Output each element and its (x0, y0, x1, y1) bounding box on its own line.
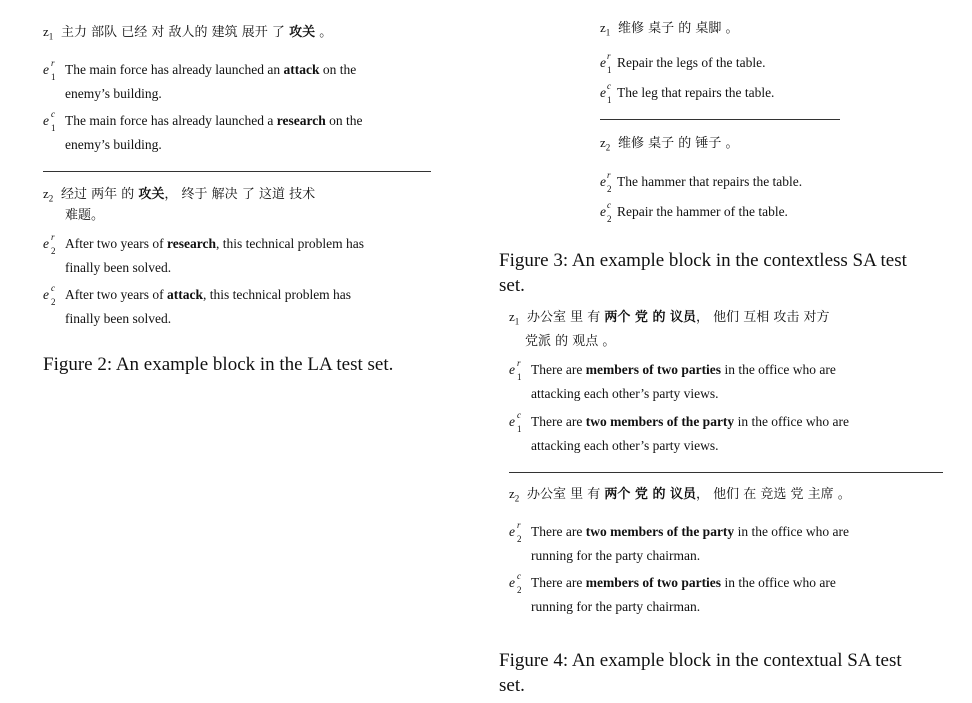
fig2-e1r-line2: enemy’s building. (65, 86, 162, 101)
fig4-e1r: e r 1 There are members of two parties in the office who are (509, 358, 836, 382)
e1c-label: e c 1 (43, 109, 56, 133)
divider (600, 119, 840, 120)
divider (43, 171, 431, 172)
z1-label: $z_1$ (43, 24, 54, 42)
fig4-z1-line: $z_1$ 办公室 里 有 两个 党 的 议员， 他们 互相 攻击 对方 (509, 305, 830, 334)
fig2-e2r-line2: finally been solved. (65, 260, 172, 275)
e1r-label: e r 1 (509, 358, 522, 382)
z2-label: $z_2$ (600, 135, 611, 153)
fig3-e1c: e c 1 The leg that repairs the table. (600, 81, 775, 105)
fig4-e2r-line2: running for the party chairman. (531, 548, 701, 563)
fig4-e2c-line2: running for the party chairman. (531, 599, 701, 614)
fig4-e2c: e c 2 There are members of two parties in the office who are (509, 571, 836, 595)
e2r-label: e r 2 (43, 232, 56, 256)
e2c-label: e c 2 (43, 283, 56, 307)
fig3-e1r: e r 1 Repair the legs of the table. (600, 51, 766, 75)
fig4-e1r-line2: attacking each other’s party views. (531, 386, 719, 401)
fig2-z1-line: $z_1$ 主力 部队 已经 对 敌人的 建筑 展开 了 攻关 。 (43, 20, 332, 49)
e2r-label: e r 2 (509, 520, 522, 544)
e1r-label: e r 1 (600, 51, 612, 75)
fig3-e2c: e c 2 Repair the hammer of the table. (600, 200, 788, 224)
fig2-z2-line2: 难题。 (65, 208, 105, 223)
fig2-e2c: e c 2 After two years of attack, this technical problem has (43, 283, 352, 307)
z2-label: $z_2$ (509, 486, 520, 504)
z2-label: $z_2$ (43, 186, 54, 204)
e2r-label: e r 2 (600, 170, 612, 194)
fig4-e1c-line2: attacking each other’s party views. (531, 438, 719, 453)
z1-label: $z_1$ (509, 309, 520, 327)
z1-label: $z_1$ (600, 20, 611, 38)
fig4-z2-line: $z_2$ 办公室 里 有 两个 党 的 议员， 他们 在 竞选 党 主席 。 (509, 482, 851, 511)
divider (509, 472, 943, 473)
figure-2-caption: Figure 2: An example block in the LA test set. (43, 354, 394, 375)
fig3-z1-line: $z_1$ 维修 桌子 的 桌脚 。 (600, 16, 739, 45)
fig3-z2-line: $z_2$ 维修 桌子 的 锤子 。 (600, 131, 739, 160)
e2c-label: e c 2 (509, 571, 522, 595)
figure-3-caption-line2: set. (499, 275, 525, 296)
figure-4-caption: Figure 4: An example block in the contextual SA test (499, 650, 902, 671)
figure-4-caption-line2: set. (499, 675, 525, 696)
e1c-label: e c 1 (509, 410, 522, 434)
e1c-label: e c 1 (600, 81, 612, 105)
e2c-label: e c 2 (600, 200, 612, 224)
e1r-label: e r 1 (43, 58, 56, 82)
fig3-e2r: e r 2 The hammer that repairs the table. (600, 170, 803, 194)
fig2-e1r: e r 1 The main force has already launched an attack on the (43, 58, 357, 82)
fig4-z1-line2: 党派 的 观点 。 (525, 334, 616, 349)
fig4-e1c: e c 1 There are two members of the party in the office who are (509, 410, 850, 434)
fig2-e1c-line2: enemy’s building. (65, 137, 162, 152)
fig2-e1c: e c 1 The main force has already launched a research on the (43, 109, 363, 133)
fig4-e2r: e r 2 There are two members of the party in the office who are (509, 520, 850, 544)
figure-3-caption: Figure 3: An example block in the contextless SA test (499, 250, 907, 271)
fig2-z2-line: $z_2$ 经过 两年 的 攻关， 终于 解决 了 这道 技术 (43, 182, 315, 211)
fig2-e2c-line2: finally been solved. (65, 311, 172, 326)
fig2-e2r: e r 2 After two years of research, this technical problem has (43, 232, 365, 256)
